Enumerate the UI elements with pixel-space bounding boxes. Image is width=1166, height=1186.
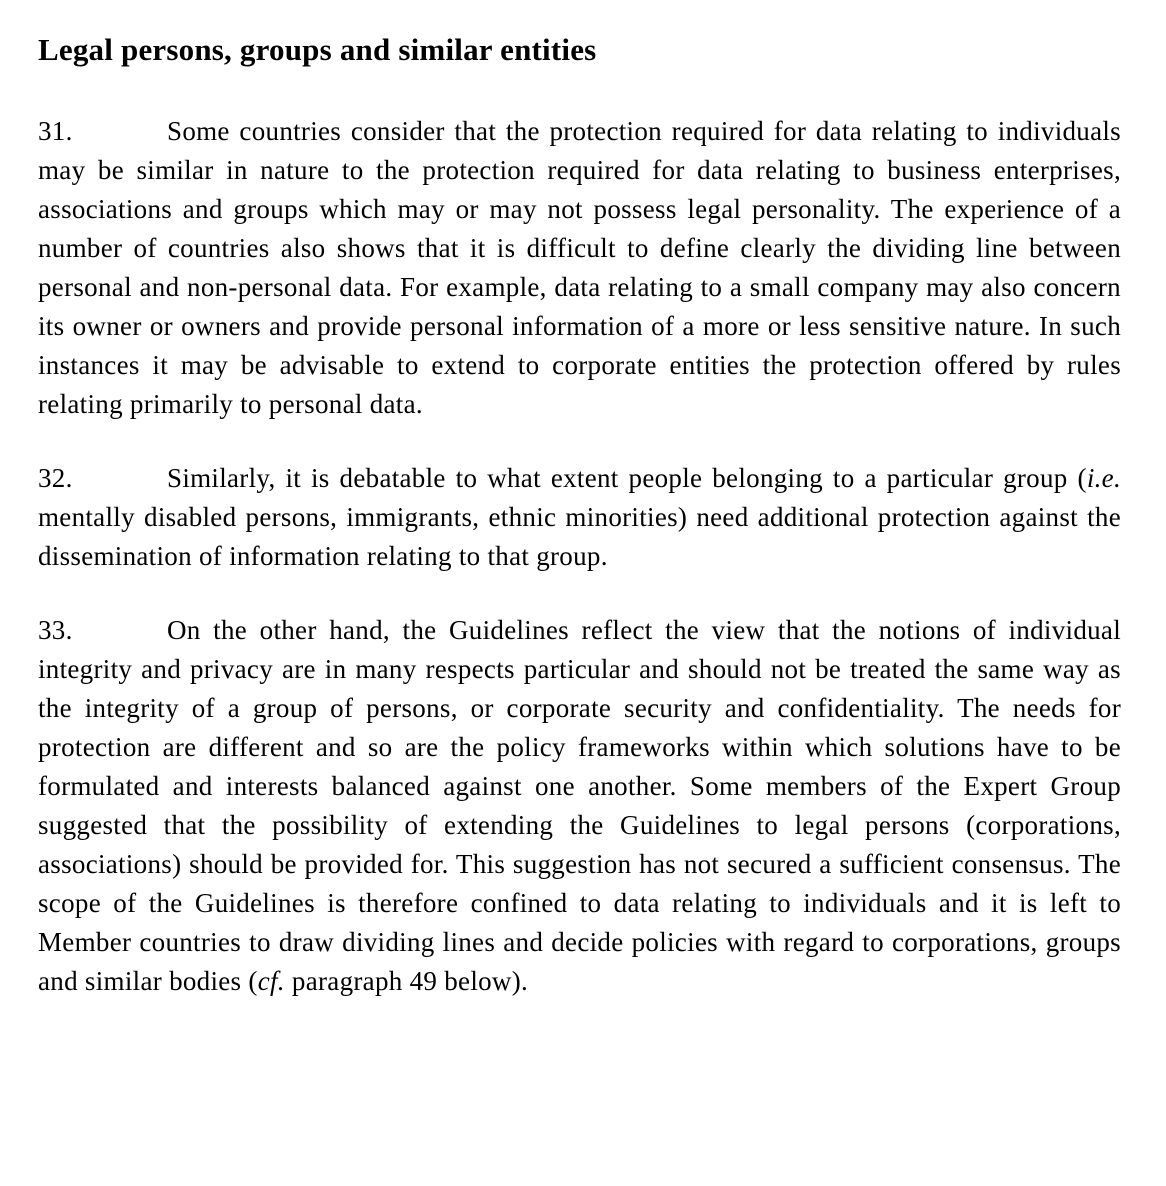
paragraph-33-italic-run: cf. [257,966,285,996]
paragraph-33-text: On the other hand, the Guidelines reflect the view that the notions of individual integrity and privacy are in many respects particular and should not be treated the same way as the integrity of a group of persons, or corporate security and confidentiality. The needs for protection are different and so are the policy frameworks within which solutions have to be formulated and interests balanced against one another. Some members of the Expert Group suggested that the possibility of extending the Guidelines to legal persons (corporations, associations) should be provided for. This suggestion has not secured a sufficient consensus. The scope of the Guidelines is therefore confined to data relating to individuals and it is left to Member countries to draw dividing lines and decide policies with regard to corporations, groups and similar bodies ( [38,615,1121,996]
paragraph-32-italic-run: i.e. [1086,463,1121,493]
paragraph-32 [38,459,1121,576]
section-heading: Legal persons, groups and similar entities [38,32,597,67]
paragraph-31-text: Some countries consider that the protection required for data relating to individuals may be similar in nature to the protection required for data relating to business enterprises, associations and groups which may or may not possess legal personality. The experience of a number of countries also shows that it is difficult to define clearly the dividing line between personal and non-personal data. For example, data relating to a small company may also concern its owner or owners and provide personal information of a more or less sensitive nature. In such instances it may be advisable to extend to corporate entities the protection offered by rules relating primarily to personal data. [38,116,1121,419]
paragraph-31-number: 31. [38,116,73,146]
paragraph-33 [38,611,1121,1001]
paragraph-31 [38,112,1121,424]
paragraph-33-number: 33. [38,615,73,645]
paragraph-33-text-after: paragraph 49 below). [284,966,529,996]
paragraph-32-text-after: mentally disabled persons, immigrants, ethnic minorities) need additional protection against the dissemination of information relating to that group. [38,502,1121,571]
paragraph-32-text: Similarly, it is debatable to what extent people belonging to a particular group ( [167,463,1087,493]
paragraph-32-number: 32. [38,463,73,493]
